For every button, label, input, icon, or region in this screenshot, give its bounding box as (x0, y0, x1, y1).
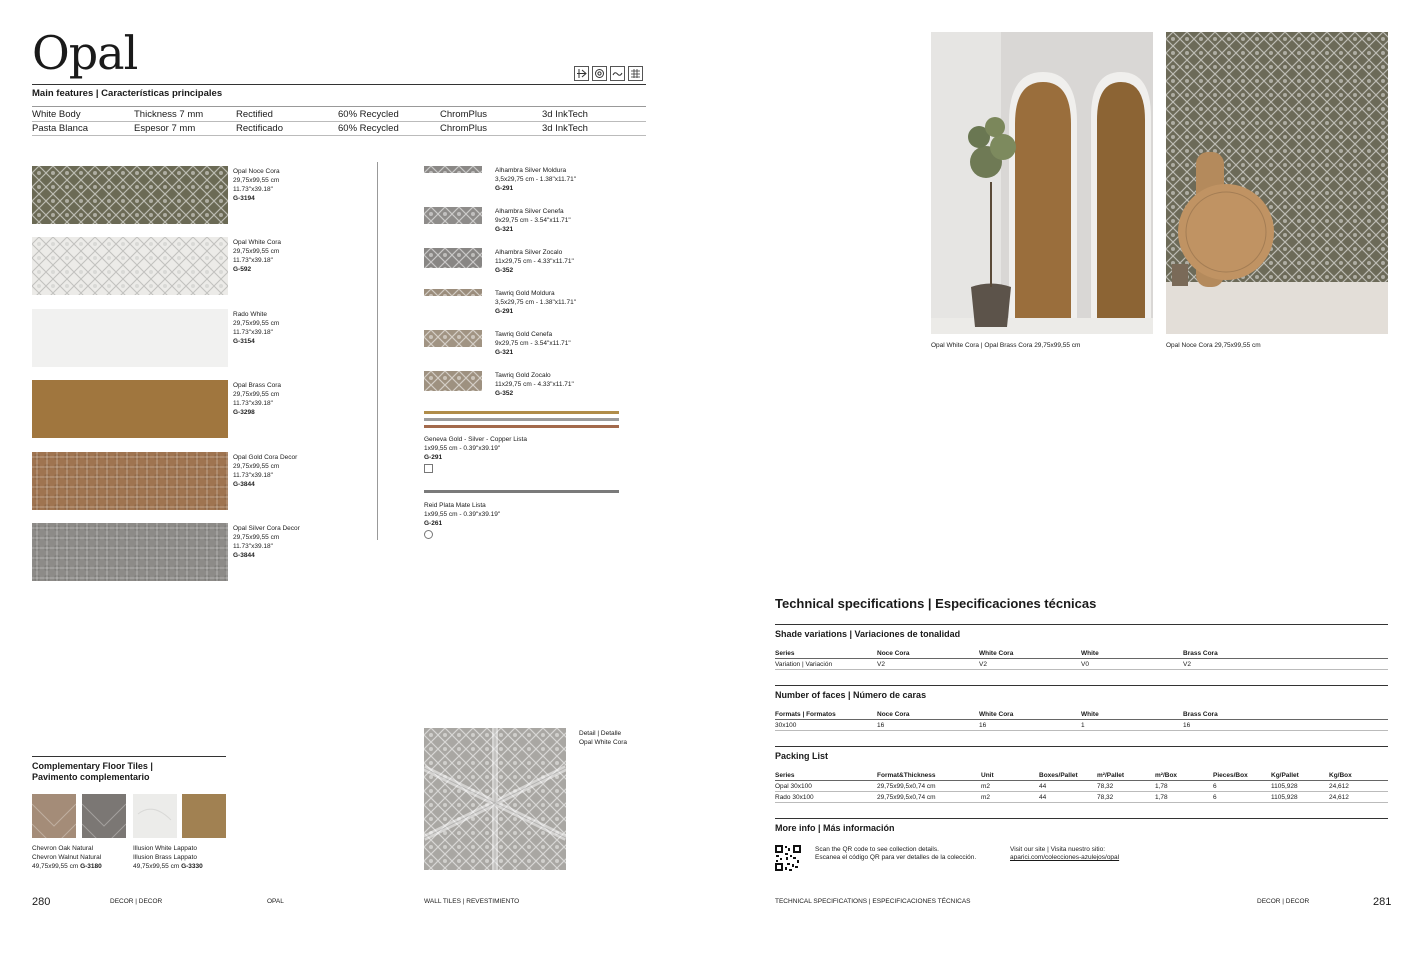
product-label: Opal Silver Cora Decor 29,75x99,55 cm 11.73"x39.18" G-3844 (233, 525, 300, 559)
packing-table (775, 770, 1388, 803)
border-label: Tawriq Gold Cenefa 9x29,75 cm - 3.54"x11.71" G-321 (495, 331, 571, 356)
detail-photo (424, 728, 566, 870)
shade-heading: Shade variations | Variaciones de tonalidad (775, 629, 961, 639)
title-rule (32, 84, 646, 85)
border-swatch (424, 248, 482, 268)
border-label: Tawriq Gold Moldura 3,5x29,75 cm - 1.38"x11.71" G-291 (495, 290, 577, 315)
product-swatch (32, 452, 228, 510)
feature-en: 3d InkTech (542, 109, 588, 120)
table-row: Rado 30x100 29,75x99,5x0,74 cm m2 44 78,32 1,78 6 1105,928 24,612 (775, 792, 1388, 803)
product-label: Rado White 29,75x99,55 cm 11.73"x39.18" G-3154 (233, 311, 280, 345)
lista-label-geneva: Geneva Gold - Silver - Copper Lista 1x99,55 cm - 0.39"x39.19" G-291 (424, 436, 527, 461)
product-label: Opal Gold Cora Decor 29,75x99,55 cm 11.73"x39.18" G-3844 (233, 454, 298, 488)
lista-gold-swatch (424, 411, 619, 414)
feature-en: 60% Recycled (338, 109, 399, 120)
packing-rule (775, 746, 1388, 747)
page-title: Opal (32, 26, 138, 80)
product-label: Opal Brass Cora 29,75x99,55 cm 11.73"x39.18" G-3298 (233, 382, 282, 416)
feature-en: Thickness 7 mm (134, 109, 204, 120)
shade-table (775, 648, 1388, 670)
footer-tech-specs: TECHNICAL SPECIFICATIONS | ESPECIFICACIONES TÉCNICAS (775, 898, 971, 905)
lista-silver-swatch (424, 418, 619, 421)
lista-plata-swatch (424, 490, 619, 493)
grid-icon (424, 464, 433, 473)
interior-photo-arches (931, 32, 1153, 334)
feature-en: ChromPlus (440, 109, 487, 120)
product-swatch (32, 523, 228, 581)
lista-copper-swatch (424, 425, 619, 428)
feature-es: 60% Recycled (338, 123, 399, 134)
rectified-icon (574, 66, 589, 81)
lista-label-reid: Reid Plata Mate Lista 1x99,55 cm - 0.39"x39.19" G-261 (424, 502, 501, 527)
interior-photo-noce (1166, 32, 1388, 334)
qr-code-icon[interactable] (775, 845, 801, 871)
spec-rule (775, 624, 1388, 625)
product-swatch (32, 237, 228, 295)
photo-caption-right: Opal Noce Cora 29,75x99,55 cm (1166, 342, 1261, 349)
spec-title: Technical specifications | Especificaciones técnicas (775, 596, 1097, 611)
border-label: Alhambra Silver Cenefa 9x29,75 cm - 3.54"x11.71" G-321 (495, 208, 571, 233)
feature-es: 3d InkTech (542, 123, 588, 134)
floor-tile-white (133, 794, 177, 838)
border-swatch (424, 371, 482, 391)
floor-tile-brass (182, 794, 226, 838)
footer-category: WALL TILES | REVESTIMIENTO (424, 898, 520, 905)
table-row: 30x100 16 16 1 16 (775, 720, 1388, 731)
page-number-left: 280 (32, 896, 51, 908)
recycled-icon (592, 66, 607, 81)
product-swatch (32, 380, 228, 438)
footer-section-left: DECOR | DECOR (110, 898, 163, 905)
product-label: Opal White Cora 29,75x99,55 cm 11.73"x39.18" G-592 (233, 239, 282, 273)
feature-en: White Body (32, 109, 81, 120)
feature-es: Espesor 7 mm (134, 123, 196, 134)
product-swatch (32, 309, 228, 367)
features-rule-top (32, 106, 646, 107)
table-row: Variation | Variación V2 V2 V0 V2 (775, 659, 1388, 670)
detail-caption: Detail | Detalle Opal White Cora (579, 730, 628, 746)
feature-en: Rectified (236, 109, 273, 120)
table-header: Formats | Formatos Noce Cora White Cora White Brass Cora (775, 709, 1388, 720)
footer-series: OPAL (267, 898, 284, 905)
product-swatch (32, 166, 228, 224)
border-label: Tawriq Gold Zocalo 11x29,75 cm - 4.33"x11.71" G-352 (495, 372, 574, 397)
floor-label-chevron: Chevron Oak Natural Chevron Walnut Natural 49,75x99,55 cm G-3180 (32, 845, 102, 870)
column-divider (377, 162, 378, 540)
recycled-icon (424, 530, 433, 539)
features-rule-bottom (32, 135, 646, 136)
feature-es: Rectificado (236, 123, 283, 134)
table-row: Opal 30x100 29,75x99,5x0,74 cm m2 44 78,32 1,78 6 1105,928 24,612 (775, 781, 1388, 792)
border-label: Alhambra Silver Moldura 3,5x29,75 cm - 1.38"x11.71" G-291 (495, 167, 577, 192)
more-heading: More info | Más información (775, 823, 895, 833)
product-label: Opal Noce Cora 29,75x99,55 cm 11.73"x39.18" G-3194 (233, 168, 280, 202)
visit-site: Visit our site | Visita nuestro sitio: aparici.com/colecciones-azulejos/opal (1010, 846, 1120, 861)
site-link[interactable]: aparici.com/colecciones-azulejos/opal (1010, 854, 1120, 861)
more-rule (775, 818, 1388, 819)
border-swatch (424, 166, 482, 173)
features-row-es (32, 123, 646, 134)
feature-es: Pasta Blanca (32, 123, 88, 134)
border-swatch (424, 207, 482, 224)
floor-tile-oak (32, 794, 76, 838)
table-header: Series Format&Thickness Unit Boxes/Pallet m²/Pallet m²/Box Pieces/Box Kg/Pallet Kg/Box (775, 770, 1388, 781)
packing-heading: Packing List (775, 751, 829, 761)
table-header: Series Noce Cora White Cora White Brass Cora (775, 648, 1388, 659)
floor-rule (32, 756, 226, 757)
wave-icon (610, 66, 625, 81)
floor-heading: Complementary Floor Tiles | Pavimento complementario (32, 761, 153, 782)
faces-rule (775, 685, 1388, 686)
border-label: Alhambra Silver Zocalo 11x29,75 cm - 4.33"x11.71" G-352 (495, 249, 574, 274)
photo-caption-left: Opal White Cora | Opal Brass Cora 29,75x99,55 cm (931, 342, 1081, 349)
grid-icon (628, 66, 643, 81)
faces-heading: Number of faces | Número de caras (775, 690, 927, 700)
qr-text: Scan the QR code to see collection details. Escanea el código QR para ver detalles de la colección. (815, 846, 977, 861)
floor-tile-walnut (82, 794, 126, 838)
feature-icons (574, 66, 643, 81)
floor-label-illusion: Illusion White Lappato Illusion Brass Lappato 49,75x99,55 cm G-3330 (133, 845, 203, 870)
main-features-heading: Main features | Características principales (32, 88, 223, 99)
features-row-en (32, 109, 646, 120)
border-swatch (424, 289, 482, 296)
features-rule-mid (32, 121, 646, 122)
footer-section-right: DECOR | DECOR (1257, 898, 1310, 905)
faces-table (775, 709, 1388, 731)
page-number-right: 281 (1373, 896, 1392, 908)
border-swatch (424, 330, 482, 347)
feature-es: ChromPlus (440, 123, 487, 134)
